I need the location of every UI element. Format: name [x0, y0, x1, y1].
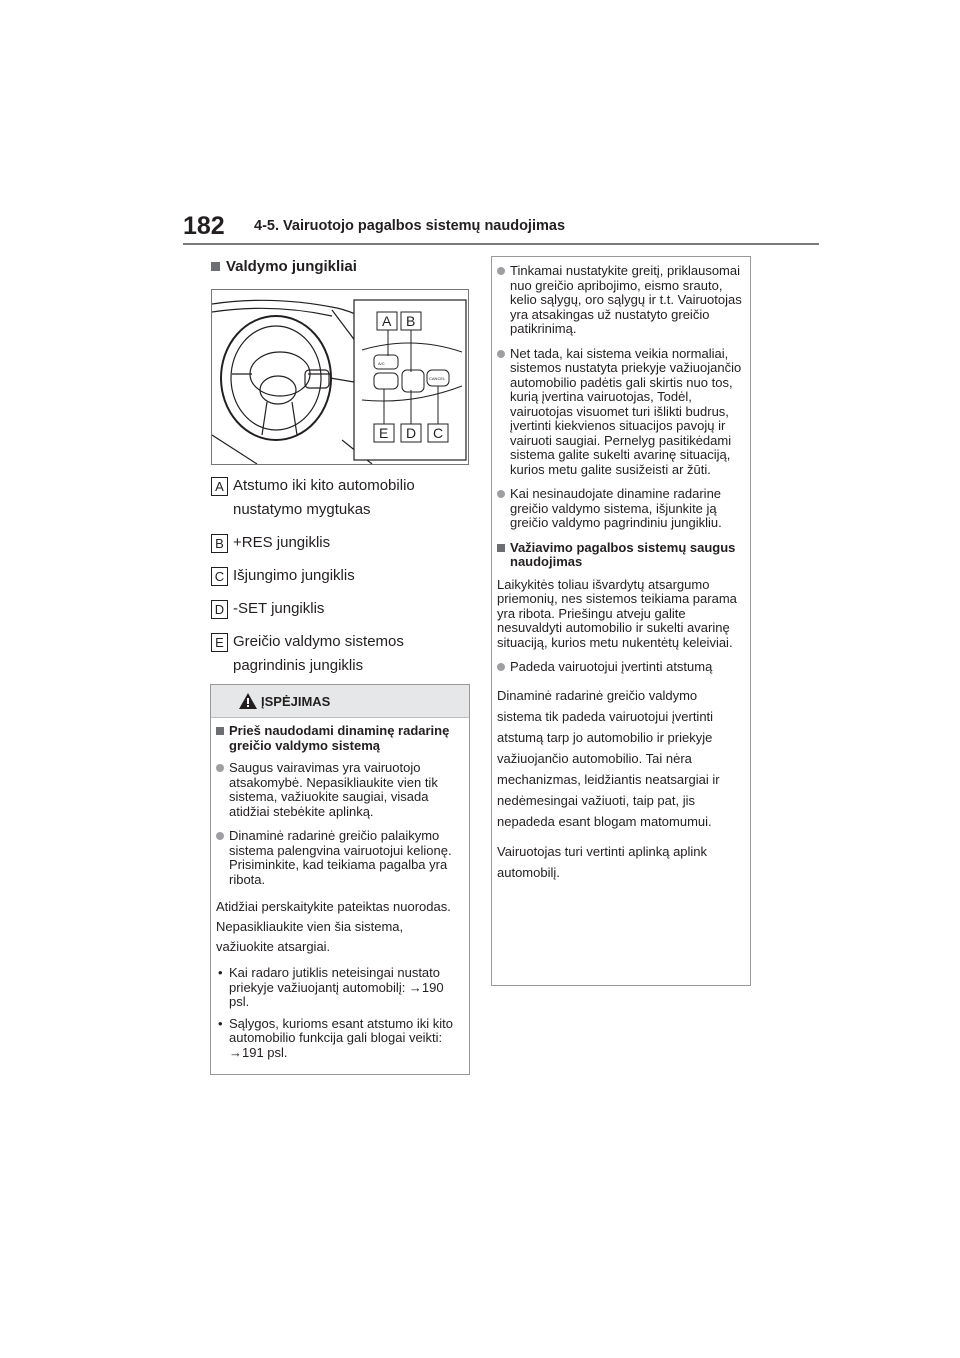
- letter-box: B: [211, 534, 228, 553]
- warning-subheading: [216, 724, 463, 753]
- heading-text: Valdymo jungikliai: [226, 258, 357, 275]
- legend-item: [211, 597, 471, 621]
- bullet-item: [216, 761, 463, 819]
- legend-item: [211, 474, 471, 522]
- letter-box: A: [211, 477, 228, 496]
- bullet-dot-icon: [216, 764, 224, 772]
- warning-continued-box: [491, 256, 751, 986]
- warning-subheading-text: Prieš naudodami dinaminę radarinę greičio valdymo sistemą: [229, 723, 450, 753]
- letter-box: D: [211, 600, 228, 619]
- warning-box: [210, 684, 470, 1075]
- bullet-item: [497, 264, 744, 337]
- section-heading: [211, 258, 357, 275]
- bullet-text: Kai nesinaudojate dinamine radarine greičio valdymo sistema, išjunkite ją greičio valdymo pagrindiniu jungikliu.: [510, 486, 722, 530]
- warning-body: [211, 718, 469, 1060]
- steering-wheel-drawing: [212, 290, 468, 464]
- bullet-dot-icon: [497, 350, 505, 358]
- callout-a: A: [382, 313, 392, 329]
- section-title: 4-5. Vairuotojo pagalbos sistemų naudojimas: [254, 218, 566, 234]
- warning-paragraph: Atidžiai perskaitykite pateiktas nuorodas. Nepasikliaukite vien šia sistema, važiuokite atsargiai.: [216, 899, 451, 954]
- bullet-text: Saugus vairavimas yra vairuotojo atsakomybė. Nepasikliaukite vien tik sistema, važiuokite saugiai, visada atidžiai stebėkite aplinką.: [229, 760, 438, 819]
- bullet-dot-icon: [497, 490, 505, 498]
- bullet-text: Net tada, kai sistema veikia normaliai, sistemos nustatyta priekyje važiuojančio automobilio padėtis gali skirtis nuo tos, kurią įvertina vairuotojas, Todėl, vairuotojas visuomet turi išlikti budrus, įvertinti kiekvienos situacijos pavojų ir vairuoti saugiai. Pernelyg pasitikėdami sistema galite sukelti avarinę situaciją, kurios metu galite susižeisti ar žūti.: [510, 345, 742, 477]
- ac-button-label: A/C: [378, 361, 385, 366]
- dash-bullet-icon: •: [218, 965, 223, 980]
- legend-item: [211, 630, 471, 678]
- legend-text: -SET jungiklis: [233, 600, 325, 617]
- bullet-text: Tinkamai nustatykite greitį, priklausomai nuo greičio apribojimo, eismo srauto, kelio sąlygų, oro sąlygų ir t.t. Vairuotojas yra atsakingas už nustatyto greičio patikrinimą.: [510, 263, 742, 336]
- continued-body: [492, 257, 750, 883]
- callout-c: C: [433, 425, 444, 441]
- dash-text: Kai radaro jutiklis neteisingai nustato priekyje važiuojantį automobilį: →190 psl.: [229, 965, 444, 1009]
- warning-title: ĮSPĖJIMAS: [261, 694, 331, 709]
- legend-text: Atstumo iki kito automobilio nustatymo mygtukas: [233, 477, 415, 518]
- continued-paragraph: Laikykitės toliau išvardytų atsargumo priemonių, nes sistemos teikiama parama yra ribota. Priešingu atveju galite nesuvaldyti automobilio ir sukelti avarinę situaciją, kurios metu nukentėtų keleiviai.: [497, 576, 737, 650]
- continued-paragraph: Dinaminė radarinė greičio valdymo sistema tik padeda vairuotojui įvertinti atstumą tarp jo automobilio ir priekyje važiuojančio automobilio. Tai nėra mechanizmas, leidžiantis neatsargiai ir nedėmesingai važiuoti, taip pat, jis nepadeda esant blogam matomumui.: [497, 687, 720, 829]
- callout-d: D: [406, 425, 417, 441]
- bullet-item: [497, 347, 744, 478]
- cancel-button-label: CANCEL: [429, 376, 446, 381]
- bullet-text: Dinaminė radarinė greičio palaikymo sistema palengvina vairuotojui kelionę. Prisiminkite, kad teikiama pagalba yra ribota.: [229, 828, 452, 887]
- letter-box: C: [211, 567, 228, 586]
- legend-text: +RES jungiklis: [233, 534, 331, 551]
- continued-paragraph: Vairuotojas turi vertinti aplinką aplink automobilį.: [497, 843, 708, 880]
- square-bullet-icon: [216, 727, 224, 735]
- bullet-dot-icon: [497, 267, 505, 275]
- bullet-item: [497, 487, 744, 531]
- letter-box: E: [211, 633, 228, 652]
- warning-triangle-icon: [239, 693, 257, 709]
- bullet-item: [216, 829, 463, 887]
- bullet-dot-icon: [216, 832, 224, 840]
- callout-b: B: [406, 313, 416, 329]
- bullet-item: [497, 660, 744, 675]
- bullet-text: Padeda vairuotojui įvertinti atstumą: [510, 659, 713, 674]
- dash-item: [216, 966, 463, 1010]
- header-divider: [183, 243, 819, 245]
- legend-text: Greičio valdymo sistemos pagrindinis jungiklis: [233, 633, 404, 674]
- square-bullet-icon: [497, 544, 505, 552]
- bullet-dot-icon: [497, 663, 505, 671]
- square-bullet-icon: [211, 262, 220, 271]
- figure-legend: [211, 474, 471, 687]
- dash-item: [216, 1017, 463, 1061]
- warning-header: [211, 685, 469, 718]
- legend-text: Išjungimo jungiklis: [233, 567, 355, 584]
- page-number: 182: [183, 212, 225, 240]
- dash-text: Sąlygos, kurioms esant atstumo iki kito automobilio funkcija gali blogai veikti: →191 psl.: [229, 1015, 453, 1060]
- steering-wheel-illustration: [211, 289, 469, 465]
- callout-e: E: [379, 425, 389, 441]
- dash-bullet-icon: •: [218, 1015, 223, 1031]
- legend-item: [211, 531, 471, 555]
- legend-item: [211, 564, 471, 588]
- continued-subheading-text: Važiavimo pagalbos sistemų saugus naudojimas: [510, 539, 736, 569]
- continued-subheading: [497, 541, 744, 570]
